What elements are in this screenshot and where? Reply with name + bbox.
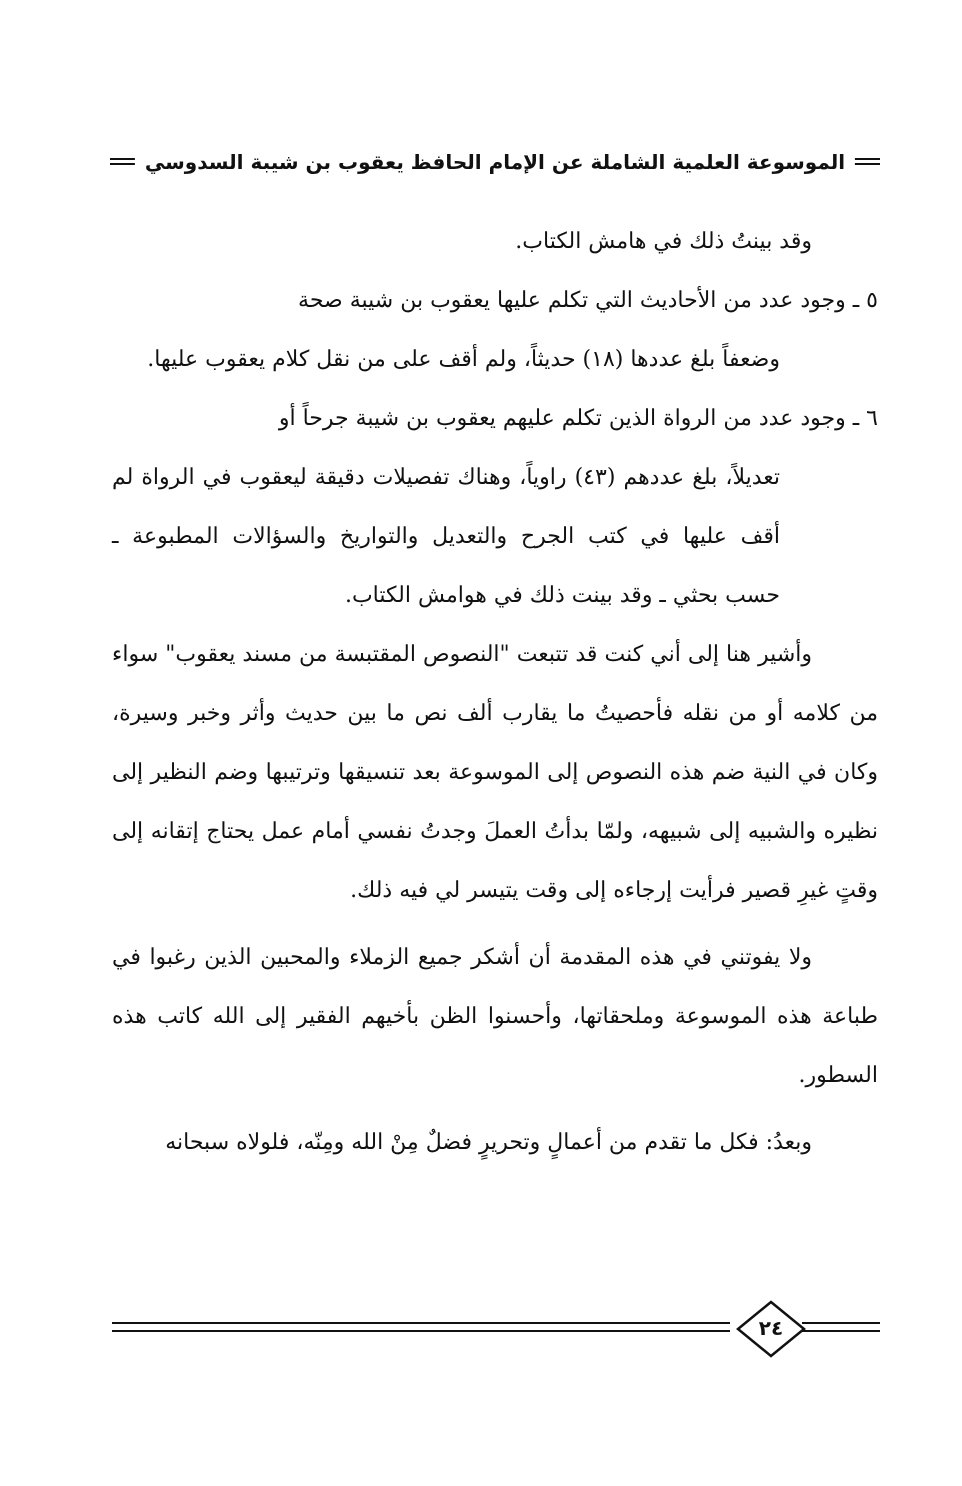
page-body [112,212,878,1172]
paragraph-3: وبعدُ: فكل ما تقدم من أعمالٍ وتحريرٍ فضلٌ مِنْ الله ومِنّه، فلولاه سبحانه [165,1130,812,1155]
list-item-5-continuation: وضعفاً بلغ عددها (١٨) حديثاً، ولم أقف على من نقل كلام يعقوب عليها. [147,347,780,372]
list-item-5 [112,271,878,389]
paragraph-1: وأشير هنا إلى أني كنت قد تتبعت "النصوص المقتبسة من مسند يعقوب" سواء من كلامه أو من نقله فأحصيتُ ما يقارب ألف نص ما بين حديث وأثر وخبر وسيرة، وكان في النية ضم هذه النصوص إلى الموسوعة بعد تنسيقها وترتيبها وضم النظير إلى نظيره والشبيه إلى شبيهه، ولمّا بدأتُ العملَ وجدتُ نفسي أمام عمل يحتاج إتقانه إلى وقتٍ غيرِ قصير فرأيت إرجاءه إلى وقت يتيسر لي فيه ذلك. [112,642,878,903]
intro-line: وقد بينتُ ذلك في هامش الكتاب. [515,229,812,254]
page-footer [112,1300,880,1370]
paragraph-2: ولا يفوتني في هذه المقدمة أن أشكر جميع الزملاء والمحبين الذين رغبوا في طباعة هذه الموسوعة وملحقاتها، وأحسنوا الظن بأخيهم الفقير إلى الله كاتب هذه السطور. [112,945,878,1088]
header-title: الموسوعة العلمية الشاملة عن الإمام الحافظ يعقوب بن شيبة السدوسي [135,148,855,176]
list-item-5-first-line: ٥ ـ وجود عدد من الأحاديث التي تكلم عليها يعقوب بن شيبة صحة [298,288,878,313]
running-header [110,148,880,178]
footer-rule-right [802,1322,880,1332]
list-item-6 [112,389,878,625]
footer-rule-left [112,1322,730,1332]
list-item-6-continuation: تعديلاً، بلغ عددهم (٤٣) راوياً، وهناك تفصيلات دقيقة ليعقوب في الرواة لم أقف عليها في كتب الجرح والتعديل والتواريخ والسؤالات المطبوعة ـ حسب بحثي ـ وقد بينت ذلك في هوامش الكتاب. [112,465,780,608]
page-number: ٢٤ [758,1316,784,1340]
list-item-6-first-line: ٦ ـ وجود عدد من الرواة الذين تكلم عليهم يعقوب بن شيبة جرحاً أو [278,406,878,431]
